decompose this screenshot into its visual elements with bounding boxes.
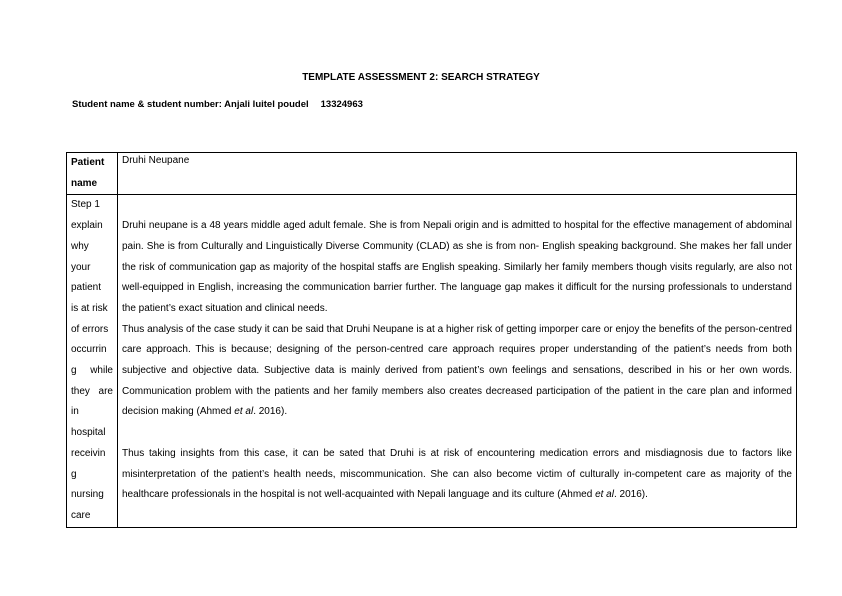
paragraph-background: Druhi neupane is a 48 years middle aged adult female. She is from Nepali origin and is admitted to hospital for the effective management of abdominal pain. She is from Culturally and Linguistically Diverse Community (CLAD) as she is from non- English speaking background. She makes her fall under the risk of communication gap as majority of the hospital staffs are English speaking. Similarly her family members though visits regularly, are also not well-equipped in English, increasing the communication barrier further. The language gap makes it difficult for the nursing professionals to understand the patient’s exact situation and clinical needs. bbox=[122, 220, 792, 314]
step1-label-line: Step 1 bbox=[71, 199, 100, 211]
assessment-table bbox=[66, 152, 797, 528]
table-row-step1 bbox=[67, 195, 797, 527]
step1-label-line: g bbox=[71, 468, 77, 480]
blank-line bbox=[122, 423, 792, 444]
step1-content-cell bbox=[118, 195, 797, 527]
patient-name-label-line1: Patient bbox=[71, 157, 105, 168]
step1-label-line: patient bbox=[71, 282, 102, 294]
step1-label-line: is at risk bbox=[71, 302, 108, 314]
paragraph-analysis-text: Thus analysis of the case study it can be said that Druhi Neupane is at a higher risk of getting imporper care or enjoy the benefits of the person-centred care approach. This is because; designing of the person-centred care approach requires proper understanding of the patient’s needs from both subjective and objective data. Subjective data is mainly derived from patient’s own feelings and sensations, described in his or her own words. Communication problem with the patients and her family members also creates decreased participation of the patient in the care plan and informed decision making (Ahmed bbox=[122, 323, 792, 418]
citation-year: . 2016). bbox=[253, 406, 288, 418]
patient-name-label-cell bbox=[67, 153, 118, 195]
patient-name-value-cell bbox=[118, 153, 797, 195]
patient-name-value: Druhi Neupane bbox=[122, 155, 190, 166]
citation-et-al: et al bbox=[595, 489, 614, 501]
step1-label-line: of errors bbox=[71, 323, 109, 335]
step1-label-line: they are bbox=[71, 385, 113, 397]
step1-label-line: nursing bbox=[71, 489, 104, 501]
citation-year: . 2016). bbox=[613, 489, 648, 501]
citation-et-al: et al bbox=[234, 406, 254, 418]
step1-label-line: explain bbox=[71, 220, 103, 232]
student-info-line bbox=[72, 99, 363, 110]
step1-label-line: care bbox=[71, 509, 91, 521]
student-number: 13324963 bbox=[320, 99, 363, 110]
blank-line bbox=[122, 195, 792, 216]
paragraph-conclusion bbox=[122, 444, 792, 506]
step1-label-line: receivin bbox=[71, 447, 106, 459]
step1-label-cell bbox=[67, 195, 118, 527]
patient-name-label-line2: name bbox=[71, 177, 98, 189]
step1-label-line: hospital bbox=[71, 427, 106, 439]
document-title: TEMPLATE ASSESSMENT 2: SEARCH STRATEGY bbox=[302, 72, 540, 83]
step1-label-line: g while bbox=[71, 365, 113, 377]
step1-label-line: in bbox=[71, 406, 79, 418]
step1-label-line: occurrin bbox=[71, 344, 107, 356]
student-name-label: Student name & student number: Anjali luitel poudel bbox=[72, 99, 309, 110]
step1-label-line: why bbox=[71, 240, 89, 252]
paragraph-conclusion-text: Thus taking insights from this case, it can be sated that Druhi is at risk of encountering medication errors and misdiagnosis due to factors like misinterpretation of the patient’s health needs, miscommunication. She can also become victim of culturally in-competent care as majority of the healthcare professionals in the hospital is not well-acquainted with Nepali language and its culture (Ahmed bbox=[122, 447, 792, 501]
paragraph-analysis bbox=[122, 320, 792, 424]
table-row-patient-name bbox=[67, 153, 797, 195]
step1-label-line: your bbox=[71, 261, 91, 273]
